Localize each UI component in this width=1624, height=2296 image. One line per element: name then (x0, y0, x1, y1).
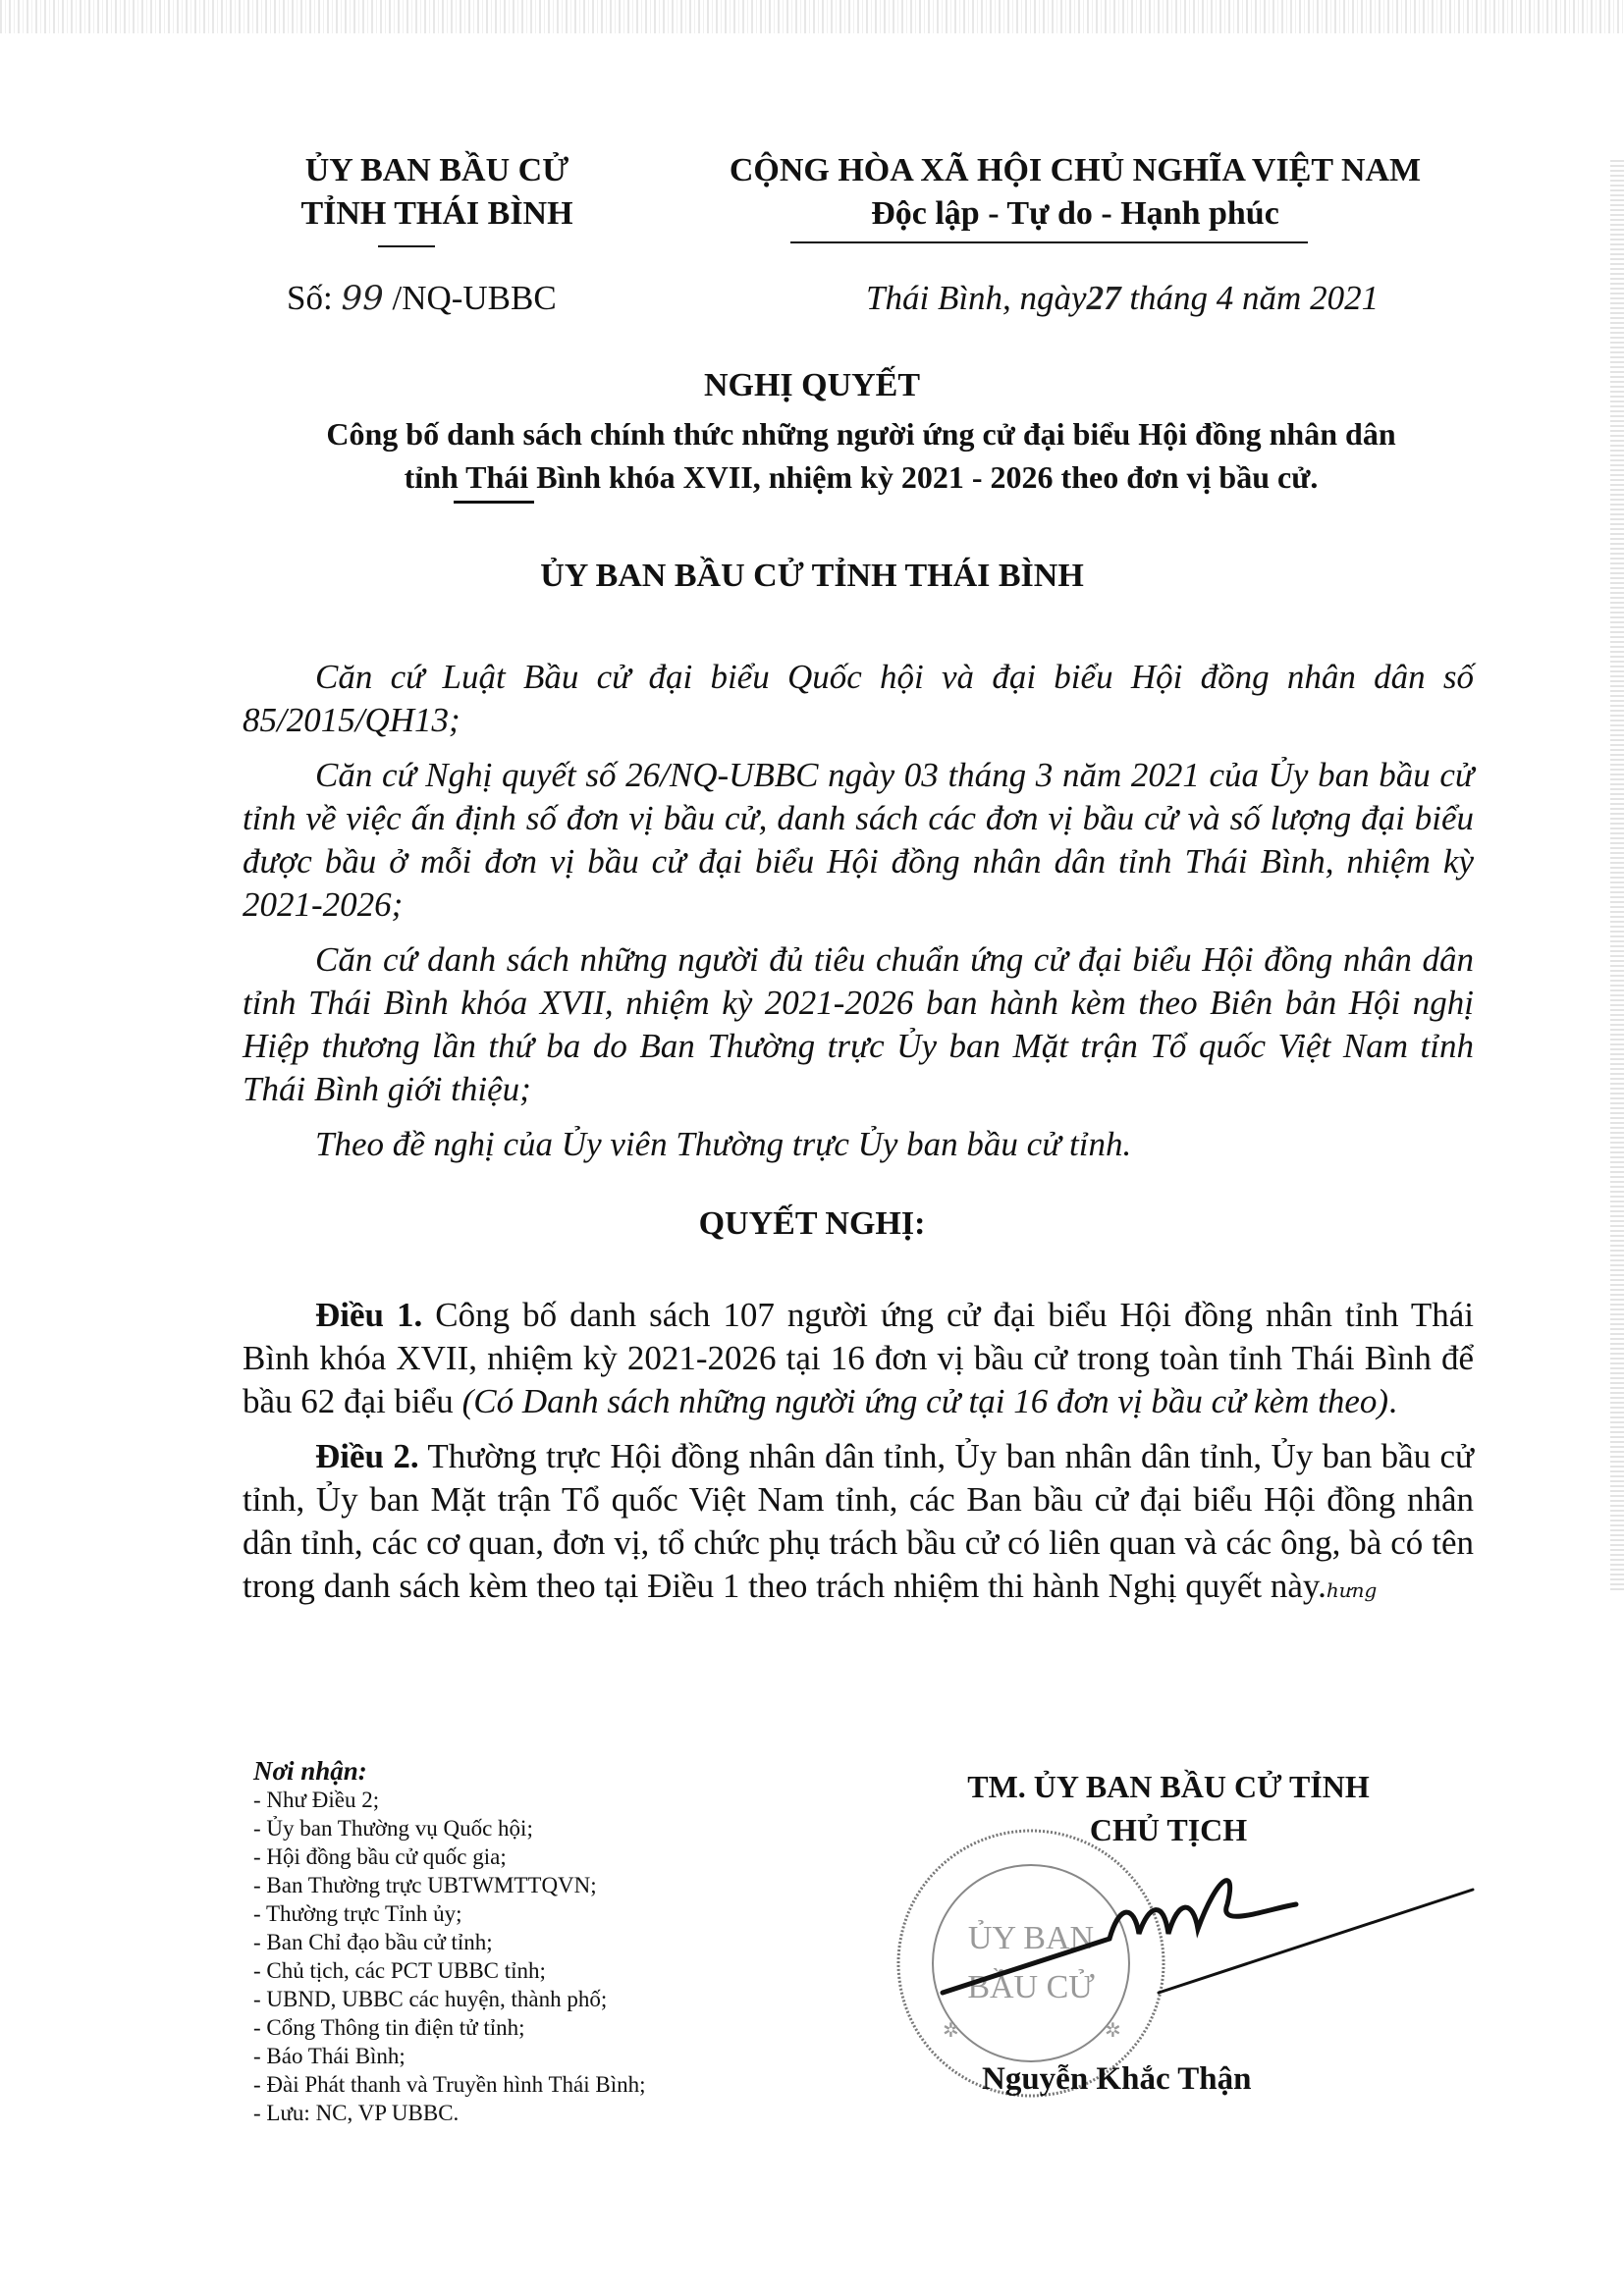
signature-scribble-icon (923, 1845, 1492, 2042)
articles (243, 1294, 1474, 1624)
handwritten-initials: hưng (1326, 1578, 1378, 1602)
recipient-item: - Hội đồng bầu cử quốc gia; (253, 1844, 507, 1869)
recipient-item: - Đài Phát thanh và Truyền hình Thái Bình; (253, 2072, 646, 2097)
document-date: Thái Bình, ngày27 tháng 4 năm 2021 (866, 279, 1380, 317)
national-underline (790, 241, 1308, 243)
signer-name: Nguyễn Khắc Thận (982, 2061, 1252, 2097)
scan-artifact-top (0, 0, 1624, 33)
recipient-item: - Ủy ban Thường vụ Quốc hội; (253, 1816, 533, 1841)
article-label: Điều 1. (315, 1296, 423, 1334)
recipient-item: - Cổng Thông tin điện tử tỉnh; (253, 2015, 525, 2040)
recipients-block (253, 1757, 646, 2127)
preamble-item: Căn cứ danh sách những người đủ tiêu chuẩn ứng cử đại biểu Hội đồng nhân dân tỉnh Thái Bình khóa XVII, nhiệm kỳ 2021-2026 ban hành kèm theo Biên bản Hội nghị Hiệp thương lần thứ ba do Ban Thường trực Ủy ban Mặt trận Tổ quốc Việt Nam tỉnh Thái Bình giới thiệu; (243, 940, 1474, 1108)
national-line2: Độc lập - Tự do - Hạnh phúc (871, 195, 1279, 232)
article-2: Điều 2. Thường trực Hội đồng nhân dân tỉnh, Ủy ban nhân dân tỉnh, Ủy ban bầu cử tỉnh, Ủy ban Mặt trận Tổ quốc Việt Nam tỉnh, các Ban bầu cử đại biểu Hội đồng nhân dân tỉnh, các cơ quan, đơn vị, tổ chức phụ trách bầu cử có liên quan và các ông, bà có tên trong danh sách kèm theo tại Điều 1 theo trách nhiệm thi hành Nghị quyết này.hưng (243, 1437, 1475, 1605)
national-header (692, 149, 1458, 236)
seal-star-right-icon: ✲ (1105, 2020, 1121, 2042)
issuer-line2: TỈNH THÁI BÌNH (300, 195, 573, 232)
preamble-item: Theo đề nghị của Ủy viên Thường trực Ủy ban bầu cử tỉnh. (315, 1125, 1132, 1163)
issuer-header (250, 149, 623, 236)
issuer-underline (378, 245, 435, 247)
recipient-item: - Ban Thường trực UBTWMTTQVN; (253, 1873, 597, 1897)
preamble-item: Căn cứ Nghị quyết số 26/NQ-UBBC ngày 03 tháng 3 năm 2021 của Ủy ban bầu cử tỉnh về việc ấn định số đơn vị bầu cử, danh sách các đơn vị bầu cử và số lượng đại biểu được bầu ở mỗi đơn vị bầu cử đại biểu Hội đồng nhân dân tỉnh Thái Bình, nhiệm kỳ 2021-2026; (243, 756, 1474, 924)
decision-heading: QUYẾT NGHỊ: (698, 1205, 926, 1242)
recipient-item: - Ban Chỉ đạo bầu cử tỉnh; (253, 1930, 493, 1954)
article-1: Điều 1. Công bố danh sách 107 người ứng cử đại biểu Hội đồng nhân tỉnh Thái Bình khóa XVII, nhiệm kỳ 2021-2026 tại 16 đơn vị bầu cử trong toàn tỉnh Thái Bình để bầu 62 đại biểu (Có Danh sách những người ứng cử tại 16 đơn vị bầu cử kèm theo). (243, 1296, 1474, 1420)
on-behalf-label: TM. ỦY BAN BẦU CỬ TỈNH (967, 1769, 1370, 1804)
article-label: Điều 2. (315, 1437, 419, 1475)
recipients-list (253, 1786, 646, 2127)
preamble-item: Căn cứ Luật Bầu cử đại biểu Quốc hội và đại biểu Hội đồng nhân dân số 85/2015/QH13; (243, 658, 1474, 739)
recipient-item: - Như Điều 2; (253, 1788, 380, 1812)
seal-center-line1: ỦY BAN (967, 1920, 1095, 1956)
authority-heading: ỦY BAN BẦU CỬ TỈNH THÁI BÌNH (540, 558, 1084, 594)
recipients-title: Nơi nhận: (253, 1756, 367, 1786)
handwritten-day: 27 (1086, 279, 1121, 317)
document-subtitle: Công bố danh sách chính thức những người ứng cử đại biểu Hội đồng nhân dân tỉnh Thái Bình khóa XVII, nhiệm kỳ 2021 - 2026 theo đơn vị bầu cử. (326, 416, 1396, 495)
seal-center-line2: BẦU CỬ (967, 1969, 1095, 2005)
recipient-item: - Báo Thái Bình; (253, 2044, 406, 2068)
issuer-line1: ỦY BAN BẦU CỬ (304, 152, 569, 188)
subtitle-underline (454, 501, 534, 504)
seal-star-left-icon: ✲ (943, 2020, 959, 2042)
recipient-item: - Thường trực Tỉnh ủy; (253, 1901, 462, 1926)
position-label: CHỦ TỊCH (1089, 1812, 1248, 1847)
recipient-item: - Lưu: NC, VP UBBC. (253, 2101, 460, 2125)
document-type: NGHỊ QUYẾT (703, 367, 921, 403)
recipient-item: - Chủ tịch, các PCT UBBC tỉnh; (253, 1958, 546, 1983)
preamble (243, 656, 1474, 1178)
recipient-item: - UBND, UBBC các huyện, thành phố; (253, 1987, 608, 2011)
handwritten-number: 99 (341, 279, 384, 318)
document-number: Số: 99 /NQ-UBBC (287, 279, 557, 318)
national-line1: CỘNG HÒA XÃ HỘI CHỦ NGHĨA VIỆT NAM (729, 152, 1422, 188)
